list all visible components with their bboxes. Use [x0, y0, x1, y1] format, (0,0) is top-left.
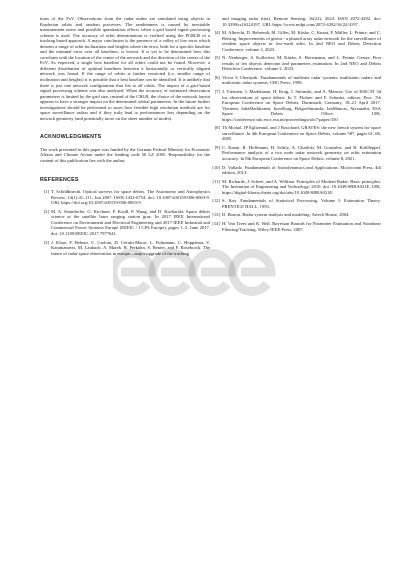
references-heading: REFERENCES [40, 176, 79, 183]
reference-text: M. Albrecht, D. Behrendt, M. Gilles, M. Käske, C. Knaut, P. Müller, L. Prünte, and C. Reising. Improvements of gestra - a phased array radar network for the surveillance of resident space objects in low-earth orbit. In 2nd NEO and Debris Detection Conference, volume 2, 2023. [222, 30, 381, 52]
reference-item [40, 240, 210, 257]
reference-number: [1] [43, 189, 49, 195]
reference-item [211, 221, 381, 232]
reference-item [211, 145, 381, 162]
reference-item [211, 16, 381, 27]
reference-number: [3] [43, 239, 49, 245]
reference-text: H. Van Trees and K. Bell. Bayesian Bounds for Parameter Estimation and Nonlinear Filtering/Tracking. Wiley-IEEE Press, 2007. [222, 220, 381, 232]
reference-number: [5] [214, 55, 220, 61]
reference-number: [13] [212, 212, 220, 218]
conclusion-paragraph: tions of the FoV. Observations from the radar nodes are simulated using objects in Keplerian orbits and random processes. The randomness is caused by inevitable measurement noise and possible quantization effects when a grid based signal processing scheme is used. The accuracy of orbit determination is verified using the PCRLB of a tracking based approach. A major conclusion is the presence of a valley of low error which denotes a range of orbit inclinations and heights where the error, both for a specific baseline and the minimal error over all baselines, is lowest. It is yet to be determined how this correlates with the location of the center of the network and the direction of the center of the FoV. As expected, a single best baseline for all orbits could not be found. However, a different distribution of optimal baselines between a horizontally or vertically aligned network was found. If the range of orbits is further restricted (i.e. smaller range of inclination and heights) it is possible that a best baseline can be identified. It is unlikely that there is just one network configuration that fits to all orbits. The impact of a grid based signal processing scheme was also analyzed. When the accuracy of estimated observation parameters is limited by the grid size, instead of the CRLB, the choice of the network layout appears to have a stronger impact on the determined orbital parameters. In the future further investigations should be performed to asses how feasible high resolution methods are for space surveillance radars and if they truly lead to performances less depending on the network geometry (and potentially more on the sheer number of nodes). [40, 16, 210, 121]
reference-text: T. Schildknecht. Optical surveys for space debris. The Astronomy and Astrophysics Review, 14(1):41–111, Jun 2007. ISSN 1432-0754. doi: 10.1007/s00159-006-0003-9. URL https://doi.org/10.1007/s00159-006-0003-9. [51, 189, 210, 206]
reference-list-right [211, 16, 381, 232]
reference-text: M. Richards, J. Scheer, and A. William. Principles of Modern Radar: Basic principles. The Institution of Engineering and Technology, 2010. doi: 10.1049/SBRA021E. URL https://digital-library.theiet.org/doi/abs/10.1049/SBRA021E. [222, 178, 381, 195]
reference-number: [7] [214, 89, 220, 95]
reference-number: [2] [43, 208, 49, 214]
reference-item [211, 89, 381, 122]
reference-number: [6] [214, 74, 220, 80]
reference-item [211, 198, 381, 209]
watermark-letter [233, 253, 271, 291]
reference-text: N. Neuberger, S. Kollecker, M. Käske, S. Horstmann, and L. Prünte. Gestra: First results of leo objects detection and parameters estimation. In 2nd NEO and Debris Detection Conference, volume 2, 2023. [222, 55, 381, 72]
reference-number: [9] [214, 144, 220, 150]
reference-text: D. Barton. Radar system analysis and modeling. Artech House, 2004. [222, 212, 350, 218]
reference-item [211, 55, 381, 72]
reference-text: J. Vierinen, J. Markkanen, H. Krag, J. Siminski, and A. Mancas. Use of EISCAT 3d for observations of space debris. In T. Flohrer and F. Schmitz, editors, Proc. 7th European Conference on Space Debris, Darmstadt, Germany, 18–21 April 2017. Vierinen, JuhaMarkkanen, JussiKrag, HolgerSiminski, JanMancas, Alexandru, ESA Space Debris Office. URL https://conference.sdo.esoc.esa.int/proceedings/sdc7/paper/350. [222, 89, 381, 122]
reference-text: D. Vallado. Fundamentals of Astrodynamics and Applications. Microcosm Press, 4th edition, 2013. [222, 164, 381, 176]
reference-item [211, 125, 381, 142]
reference-list-left [40, 189, 210, 256]
reference-text: and imaging radar (tira). Remote Sensing, 16(22), 2024. ISSN 2072-4292. doi: 10.3390/rs16224197. URL https://www.mdpi.com/2072-4292/16/22/4197. [222, 16, 381, 27]
reference-item [40, 189, 210, 206]
acknowledgments-text: The work presented in this paper was funded by the German Federal Ministry for Economic Affairs and Climate Action under the funding code 50 LZ 2005. Responsibility for the content of this publication lies with the author. [40, 146, 210, 164]
reference-number: [10] [212, 164, 220, 170]
left-column [40, 16, 210, 259]
acknowledgments-heading: ACKNOWLEDGMENTS [40, 134, 102, 141]
reference-text: C. Knaut, R. Hoffmann, H. Schily, A. Charlish, M. Gonzalez, and R. Kohlleppel. Performance analysis of a two node radar network geometry on orbit estimation accuracy. In 8th European Conference on Space Debris, volume 8, 2021. [222, 144, 381, 162]
reference-item [211, 212, 381, 218]
reference-item [40, 209, 210, 237]
reference-number: [8] [214, 125, 220, 131]
reference-number: [12] [212, 198, 220, 204]
reference-text: Victor S Chernyak. Fundamentals of multisite radar systems: multistatic radars and multistatic radar systems. CRC Press, 1998. [222, 74, 381, 86]
reference-text: S. Kay. Fundamentals of Statistical Processing, Volume I: Estimation Theory. PRENTICE HALL, 1993. [222, 198, 381, 209]
reference-number: [4] [214, 30, 220, 36]
reference-number: [14] [212, 220, 220, 226]
reference-item [211, 75, 381, 86]
reference-number: [11] [212, 178, 220, 184]
reference-text: Th Michal, JP Eglizeaud, and J Bouchard. GRAVES: the new french system for space surveillance. In 4th European Conference on Space Debris, volume 587, pages 61–66, 2005. [222, 125, 381, 142]
reference-text: J. Klare, F. Behner, C. Carloni, D. Cerutti-Maori, L. Fuhrmann, C. Hoppenau, V. Karamanavis, M. Laubach, A. Marek, R. Perkuhn, S. Reuter, and F. Rosebrock. The future of radar space observation in europe—major upgrade of the tracking [51, 239, 210, 256]
reference-text: M. A. Steindorfer, G. Kirchner, F. Koidl, P. Wang, and D. Kucharski. Space debris science at the satellite laser ranging station graz. In 2017 IEEE International Conference on Environment and Electrical Engineering and 2017 IEEE Industrial and Commercial Power Systems Europe (EEEIC / I CPS Europe), pages 1–5, June 2017. doi: 10.1109/EEEIC.2017.7977641. [51, 208, 210, 236]
right-column [211, 16, 381, 235]
reference-item [211, 30, 381, 52]
reference-item [211, 165, 381, 176]
reference-item [211, 179, 381, 196]
